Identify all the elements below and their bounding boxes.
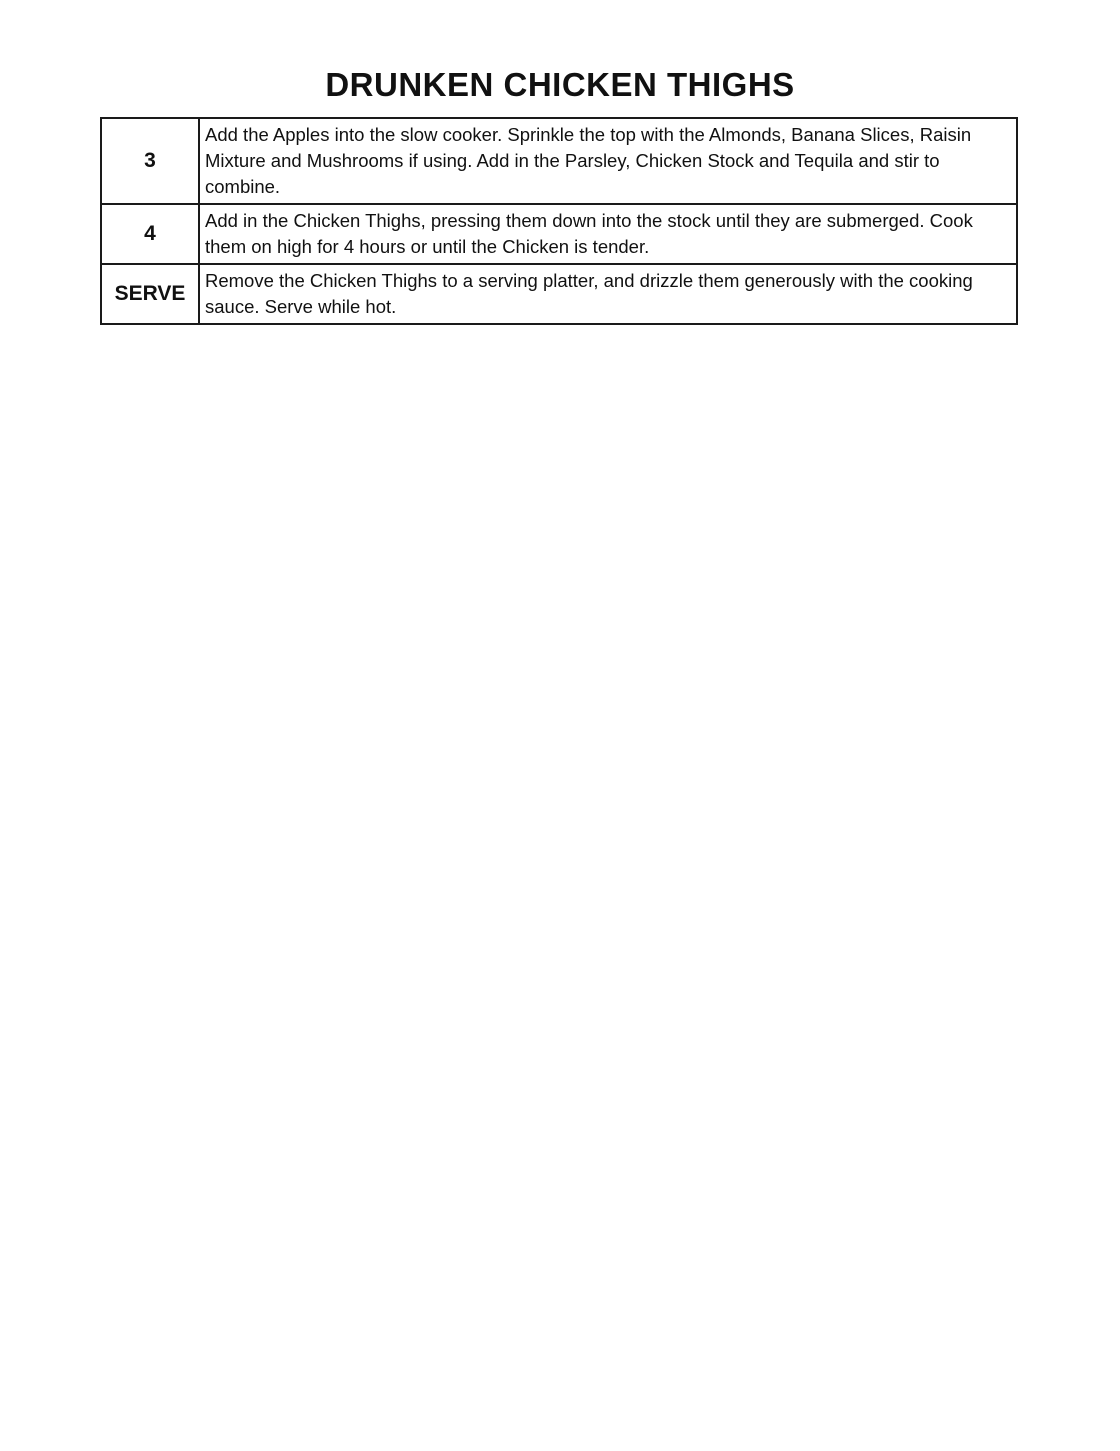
page-title: DRUNKEN CHICKEN THIGHS: [325, 66, 795, 103]
step-serve-label: SERVE: [101, 264, 199, 324]
table-row: [101, 118, 1017, 204]
table-row: [101, 264, 1017, 324]
step-number-label: 4: [101, 204, 199, 264]
table-row: [101, 204, 1017, 264]
step-instruction-text: Add in the Chicken Thighs, pressing them down into the stock until they are submerged. Cook them on high for 4 hours or until the Chicken is tender.: [199, 204, 1017, 264]
step-instruction-text: Add the Apples into the slow cooker. Sprinkle the top with the Almonds, Banana Slices, Raisin Mixture and Mushrooms if using. Add in the Parsley, Chicken Stock and Tequila and stir to combine.: [199, 118, 1017, 204]
recipe-steps-table: [100, 117, 1018, 325]
step-number-label: 3: [101, 118, 199, 204]
step-instruction-text: Remove the Chicken Thighs to a serving platter, and drizzle them generously with the cooking sauce. Serve while hot.: [199, 264, 1017, 324]
